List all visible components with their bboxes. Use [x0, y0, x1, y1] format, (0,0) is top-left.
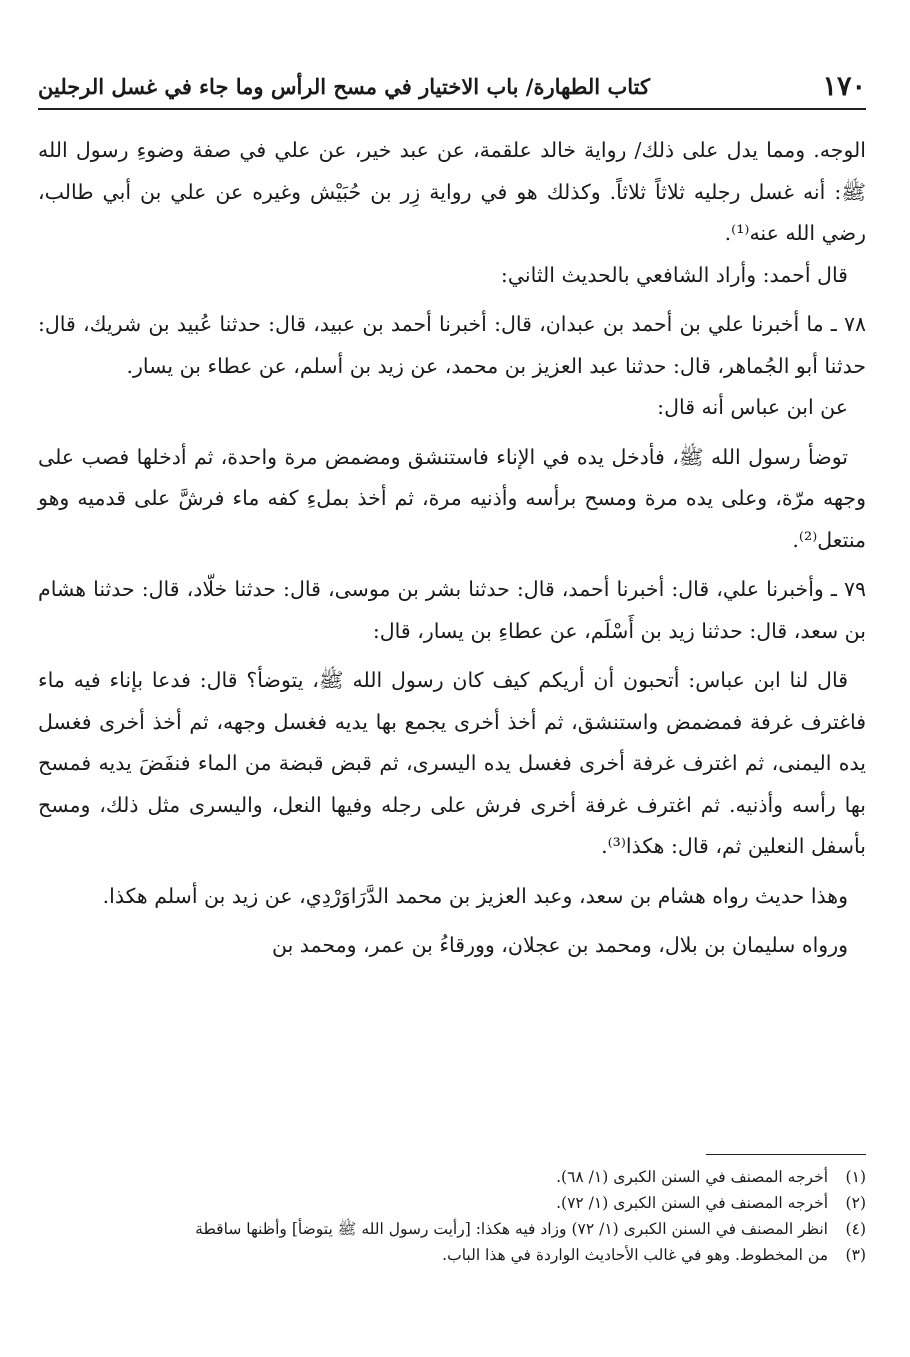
main-text [38, 130, 866, 967]
page-number: ١٧٠ [822, 70, 866, 102]
footnote [38, 1242, 866, 1268]
paragraph: ورواه سليمان بن بلال، ومحمد بن عجلان، وورقاءُ بن عمر، ومحمد بن [271, 933, 848, 957]
footnotes [38, 1164, 866, 1268]
paragraph: عن ابن عباس أنه قال: [657, 395, 848, 419]
hadith-chain: ٧٩ ـ وأخبرنا علي، قال: أخبرنا أحمد، قال: حدثنا بشر بن موسى، قال: حدثنا خلّاد، قال: حدثنا هشام بن سعد، قال: حدثنا زيد بن أَسْلَم، عن عطاءِ بن يسار، قال: [38, 577, 866, 643]
paragraph: قال أحمد: وأراد الشافعي بالحديث الثاني: [500, 262, 848, 287]
footnote-divider [706, 1154, 866, 1155]
footnote-text: انظر المصنف في السنن الكبرى (١/ ٧٢) وزاد فيه هكذا: [رأيت رسول الله ﷺ يتوضأ] وأظنها ساقطة [195, 1220, 828, 1238]
page-header [38, 64, 866, 110]
footnote-number: (٣) [845, 1246, 866, 1264]
footnote [38, 1216, 866, 1242]
footnote-text: أخرجه المصنف في السنن الكبرى (١/ ٦٨). [556, 1168, 828, 1186]
footnote [38, 1190, 866, 1216]
running-title: كتاب الطهارة/ باب الاختيار في مسح الرأس وما جاء في غسل الرجلين [38, 73, 650, 99]
paragraph: وهذا حديث رواه هشام بن سعد، وعبد العزيز بن محمد الدَّرَاوَرْدِي، عن زيد بن أسلم هكذا. [102, 883, 848, 908]
footnote [38, 1164, 866, 1190]
footnote-number: (١) [845, 1168, 866, 1186]
hadith-chain: ٧٨ ـ ما أخبرنا علي بن أحمد بن عبدان، قال: أخبرنا أحمد بن عبيد، قال: حدثنا عُبيد بن شريك، قال: حدثنا أبو الجُماهر، قال: حدثنا عبد العزيز بن محمد، عن زيد بن أسلم، عن عطاء بن يسار. [38, 312, 866, 378]
paragraph: الوجه. ومما يدل على ذلك/ رواية خالد علقمة، عن عبد خير، عن علي في صفة وضوءِ رسول الله ﷺ: أنه غسل رجليه ثلاثاً ثلاثاً. وكذلك هو في رواية زِر بن حُبَيْش وغيره عن علي بن أبي طالب، رضي الله عنه⁽¹⁾. [38, 138, 866, 245]
footnote-text: أخرجه المصنف في السنن الكبرى (١/ ٧٢). [556, 1194, 828, 1212]
hadith-text: توضأ رسول الله ﷺ، فأدخل يده في الإناء فاستنشق ومضمض مرة واحدة، ثم أدخلها فصب على وجهه مرّة، وعلى يده مرة ومسح برأسه وأذنيه مرة، ثم أخذ بملءِ كفه ماء فرشَّ على قدميه وهو منتعل⁽²⁾. [38, 444, 866, 552]
footnote-text: من المخطوط. وهو في غالب الأحاديث الواردة في هذا الباب. [442, 1246, 828, 1264]
footnote-number: (٤) [845, 1220, 866, 1238]
footnote-number: (٢) [845, 1194, 866, 1212]
hadith-text: قال لنا ابن عباس: أتحبون أن أريكم كيف كان رسول الله ﷺ، يتوضأ؟ قال: فدعا بإناء فيه ماء فاغترف غرفة فمضمض واستنشق، ثم أخذ أخرى يجمع بها يديه فغسل وجهه، ثم أخذ أخرى فغسل يده اليمنى، ثم اغترف غرفة أخرى فغسل يده اليسرى، ثم قبض قبضة من الماء فنفَضَ يديه فمسح بها رأسه وأذنيه. ثم اغترف غرفة أخرى فرش على رجله وفيها النعل، واليسرى مثل ذلك، ومسح بأسفل النعلين ثم، قال: هكذا⁽³⁾. [38, 668, 866, 858]
